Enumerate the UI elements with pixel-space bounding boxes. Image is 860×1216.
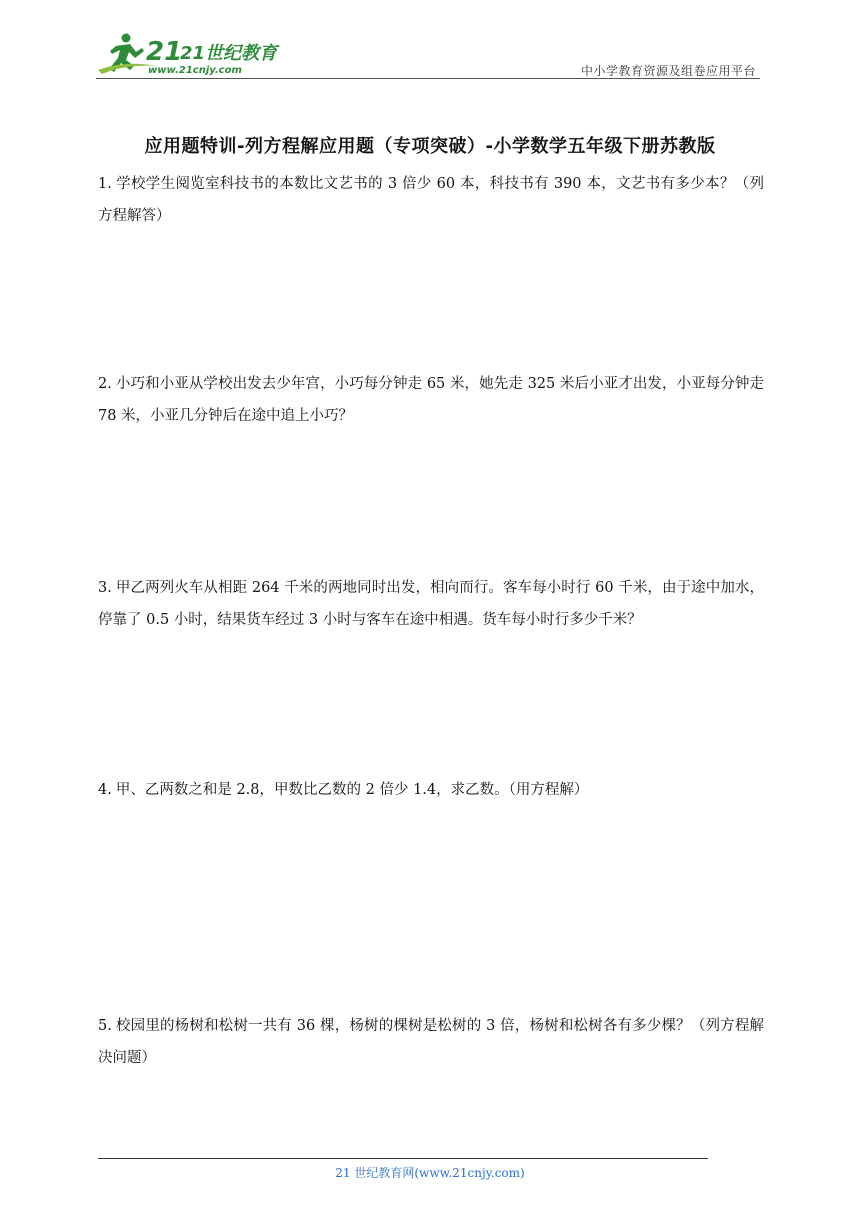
- page-header: [96, 30, 760, 80]
- question-text: 甲乙两列火车从相距 264 千米的两地同时出发，相向而行。客车每小时行 60 千米，由于途中加水，停靠了 0.5 小时，结果货车经过 3 小时与客车在途中相遇。货车每小时行多少千米？: [98, 580, 764, 628]
- footer-divider: [98, 1158, 708, 1159]
- question-text: 小巧和小亚从学校出发去少年宫，小巧每分钟走 65 米，她先走 325 米后小亚才出发，小亚每分钟走 78 米，小亚几分钟后在途中追上小巧？: [98, 376, 764, 424]
- question-2: [98, 368, 764, 432]
- footer-link[interactable]: 21 世纪教育网(www.21cnjy.com): [335, 1166, 525, 1180]
- svg-text:21: 21: [146, 37, 183, 67]
- question-1: [98, 168, 764, 232]
- question-number: 4.: [98, 782, 112, 798]
- header-platform-text: 中小学教育资源及组卷应用平台: [580, 64, 756, 78]
- question-number: 5.: [98, 1018, 112, 1034]
- logo-text: 21世纪教育: [180, 43, 278, 64]
- header-divider: [96, 78, 760, 79]
- question-number: 3.: [98, 580, 112, 596]
- question-4: [98, 774, 764, 806]
- question-text: 学校学生阅览室科技书的本数比文艺书的 3 倍少 60 本，科技书有 390 本，文艺书有多少本？（列方程解答）: [98, 176, 764, 224]
- question-5: [98, 1010, 764, 1074]
- page-title: 应用题特训-列方程解应用题（专项突破）-小学数学五年级下册苏教版: [144, 136, 716, 157]
- question-number: 1.: [98, 176, 112, 192]
- logo-url: www.21cnjy.com: [148, 65, 242, 76]
- question-text: 校园里的杨树和松树一共有 36 棵，杨树的棵树是松树的 3 倍，杨树和松树各有多少棵？（列方程解决问题）: [98, 1018, 764, 1066]
- question-number: 2.: [98, 376, 112, 392]
- question-3: [98, 572, 764, 636]
- question-text: 甲、乙两数之和是 2.8，甲数比乙数的 2 倍少 1.4，求乙数。（用方程解）: [115, 782, 589, 798]
- logo-21cnjy: [96, 30, 278, 78]
